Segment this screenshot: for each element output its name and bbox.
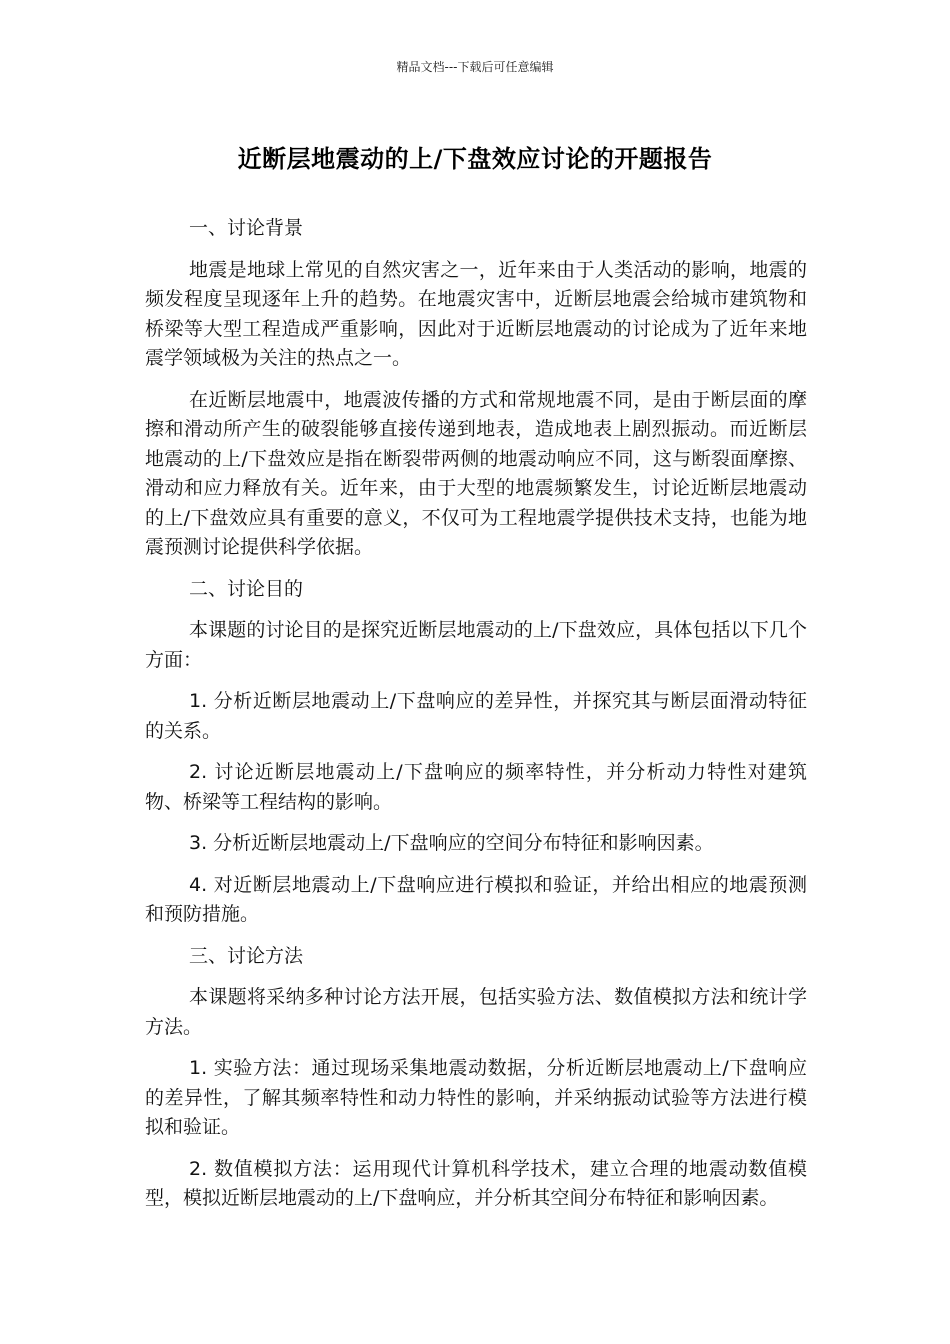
list-item: 4. 对近断层地震动上/下盘响应进行模拟和验证，并给出相应的地震预测和预防措施。 xyxy=(145,873,807,925)
list-item: 2. 数值模拟方法：运用现代计算机科学技术，建立合理的地震动数值模型，模拟近断层地震动的上/下盘响应，并分析其空间分布特征和影响因素。 xyxy=(145,1157,807,1209)
paragraph: 在近断层地震中，地震波传播的方式和常规地震不同，是由于断层面的摩擦和滑动所产生的破裂能够直接传递到地表，造成地表上剧烈振动。而近断层地震动的上/下盘效应是指在断裂带两侧的地震动响应不同，这与断裂面摩擦、滑动和应力释放有关。近年来，由于大型的地震频繁发生，讨论近断层地震动的上/下盘效应具有重要的意义，不仅可为工程地震学提供技术支持，也能为地震预测讨论提供科学依据。 xyxy=(145,388,807,558)
list-item: 2. 讨论近断层地震动上/下盘响应的频率特性，并分析动力特性对建筑物、桥梁等工程结构的影响。 xyxy=(145,761,807,813)
paragraph: 地震是地球上常见的自然灾害之一，近年来由于人类活动的影响，地震的频发程度呈现逐年上升的趋势。在地震灾害中，近断层地震会给城市建筑物和桥梁等大型工程造成严重影响，因此对于近断层地震动的讨论成为了近年来地震学领域极为关注的热点之一。 xyxy=(145,258,807,369)
document-body xyxy=(145,214,807,1226)
list-item: 1. 分析近断层地震动上/下盘响应的差异性，并探究其与断层面滑动特征的关系。 xyxy=(145,690,807,742)
list-item: 1. 实验方法：通过现场采集地震动数据，分析近断层地震动上/下盘响应的差异性，了解其频率特性和动力特性的影响，并采纳振动试验等方法进行模拟和验证。 xyxy=(145,1057,807,1138)
section-heading-background: 一、讨论背景 xyxy=(189,217,304,239)
section-heading-purpose: 二、讨论目的 xyxy=(189,577,304,600)
section-heading-methods: 三、讨论方法 xyxy=(189,944,304,967)
list-item: 3. 分析近断层地震动上/下盘响应的空间分布特征和影响因素。 xyxy=(189,832,714,854)
paragraph: 本课题的讨论目的是探究近断层地震动的上/下盘效应，具体包括以下几个方面： xyxy=(145,619,807,671)
header-note: 精品文档---下载后可任意编辑 xyxy=(396,60,554,74)
paragraph: 本课题将采纳多种讨论方法开展，包括实验方法、数值模拟方法和统计学方法。 xyxy=(145,986,807,1038)
document-title: 近断层地震动的上/下盘效应讨论的开题报告 xyxy=(237,145,713,173)
